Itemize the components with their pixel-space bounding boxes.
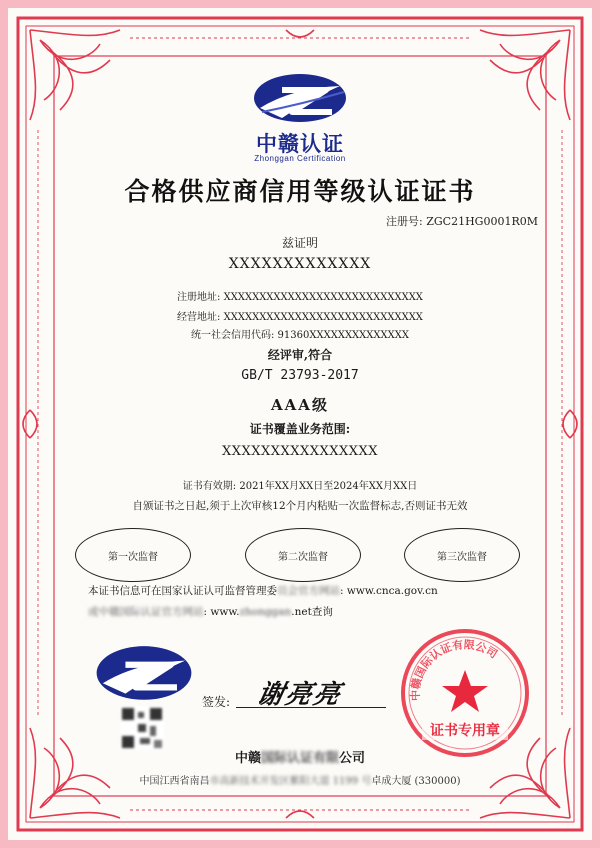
issuer-signature: 谢亮亮	[254, 680, 345, 710]
svg-text:中赣国际认证有限公司: 中赣国际认证有限公司	[408, 638, 500, 701]
registration-number	[386, 213, 538, 229]
registration-label: 注册号:	[386, 215, 423, 228]
certificate-title: 合格供应商信用等级认证证书	[124, 177, 476, 206]
organization-address: 中国江西省南昌市高新技术开发区紫阳大道 1199 号卓成大厦 (330000)	[139, 776, 461, 787]
company-name: XXXXXXXXXXXXX	[228, 256, 372, 272]
standard-code: GB/T 23793-2017	[241, 368, 359, 383]
supervision-slot-1: 第一次监督	[75, 528, 191, 582]
registration-value: ZGC21HG0001R0M	[426, 215, 538, 228]
seal-label: 证书专用章	[430, 723, 500, 739]
verify-info-line-2: 或中赣国际认证官方网站: www.zhonggan.net查询	[88, 606, 333, 618]
prove-text: 兹证明	[281, 236, 318, 250]
credit-code: 统一社会信用代码: 91360XXXXXXXXXXXXXX	[190, 330, 410, 341]
registered-address: 注册地址: XXXXXXXXXXXXXXXXXXXXXXXXXXXX	[177, 292, 423, 303]
credit-grade: AAA级	[271, 396, 329, 414]
verify-info-line-1: 本证书信息可在国家认证认可监督管理委员会官方网站: www.cnca.gov.cn	[88, 585, 438, 597]
issuing-organization: 中赣国际认证有限公司	[234, 751, 366, 766]
validity-period: 证书有效期: 2021年XX月XX日至2024年XX月XX日	[182, 481, 418, 492]
supervision-slot-3: 第三次监督	[404, 528, 520, 582]
issuer-label: 签发:	[202, 695, 231, 709]
brand-name-cn: 中赣认证	[256, 132, 344, 156]
brand-name-en: Zhonggan Certification	[254, 154, 346, 163]
zhonggan-logo-bottom-icon	[94, 640, 194, 708]
supervision-notice: 自颁证书之日起,须于上次审核12个月内粘贴一次监督标志,否则证书无效	[132, 500, 468, 512]
zhonggan-logo-icon	[252, 68, 348, 134]
scope-heading: 证书覆盖业务范围:	[249, 422, 351, 436]
business-address: 经营地址: XXXXXXXXXXXXXXXXXXXXXXXXXXXX	[177, 312, 423, 323]
review-text: 经评审,符合	[267, 348, 333, 362]
supervision-slot-2: 第二次监督	[245, 528, 361, 582]
qr-code-icon	[120, 706, 164, 750]
business-scope: XXXXXXXXXXXXXXXX	[221, 444, 379, 459]
